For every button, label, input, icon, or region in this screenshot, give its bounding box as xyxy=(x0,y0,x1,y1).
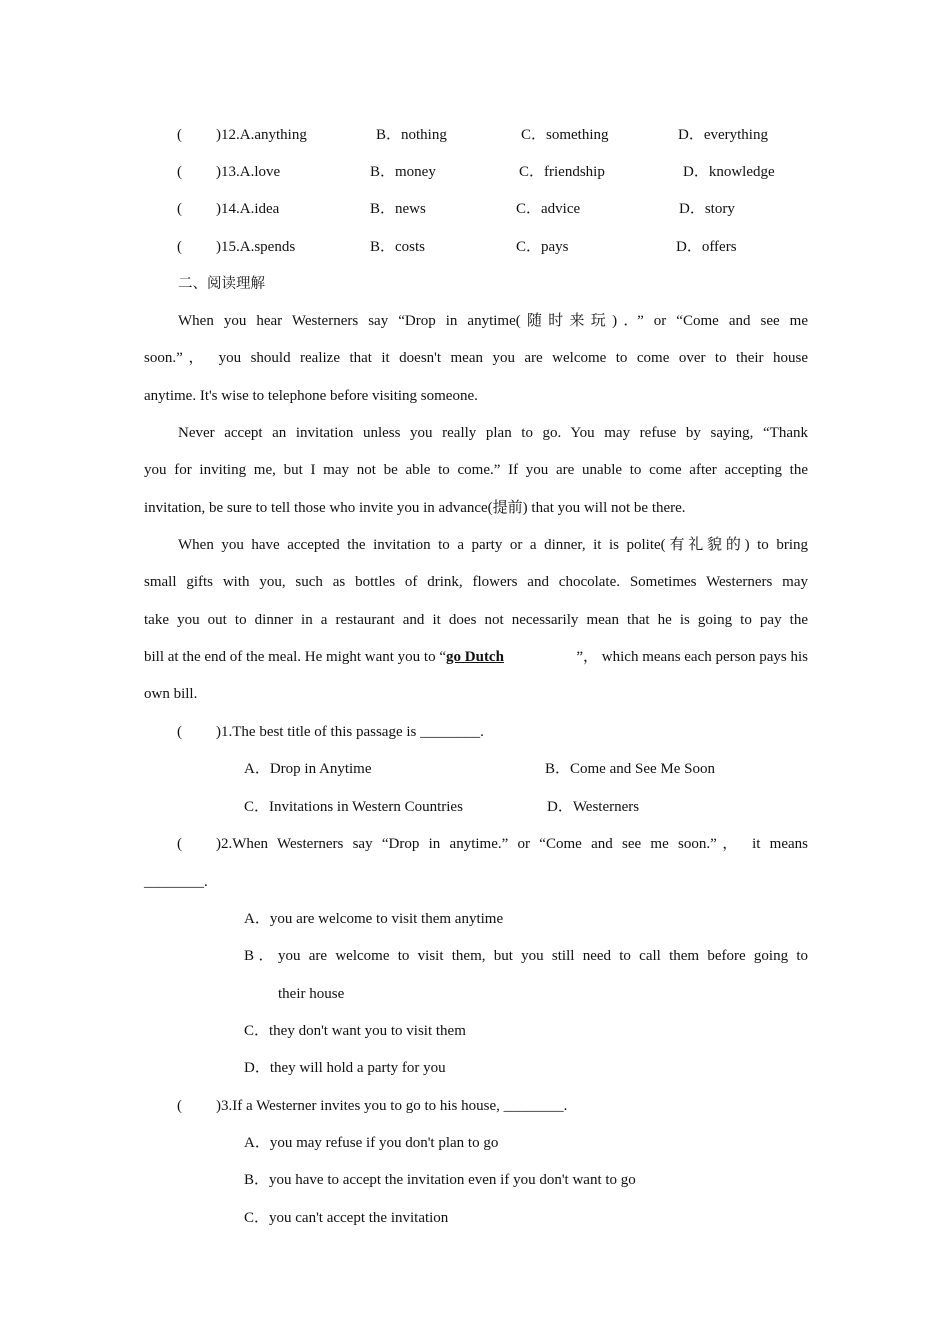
question-14: )14.A.idea xyxy=(216,201,280,217)
answer-paren: ( xyxy=(177,724,182,740)
answer-paren: ( xyxy=(177,201,182,217)
option-a: A．you are welcome to visit them anytime xyxy=(244,911,504,927)
go-dutch-keyword: go Dutch xyxy=(446,649,504,665)
option-d: D．everything xyxy=(678,127,768,143)
passage-line: small gifts with you, such as bottles of drink, flowers and chocolate. Sometimes Westerners may xyxy=(144,574,808,590)
option-d: D．Westerners xyxy=(547,799,640,815)
question-stem: )2.When Westerners say “Drop in anytime.” or “Come and see me soon.”， it means xyxy=(216,836,808,852)
passage-line: soon.”， you should realize that it doesn't mean you are welcome to come over to their house xyxy=(144,350,808,366)
answer-paren: ( xyxy=(177,127,182,143)
option-b: B．nothing xyxy=(376,127,447,143)
passage-line: you for inviting me, but I may not be able to come.” If you are unable to come after accepting the xyxy=(144,462,808,478)
question-stem: )1.The best title of this passage is ________. xyxy=(216,724,484,740)
option-d: D．knowledge xyxy=(683,164,775,180)
question-stem: )3.If a Westerner invites you to go to his house, ________. xyxy=(216,1098,568,1114)
passage-line: When you hear Westerners say “Drop in anytime(随时来玩)．” or “Come and see me xyxy=(178,313,808,329)
option-a: A．you may refuse if you don't plan to go xyxy=(244,1135,499,1151)
answer-paren: ( xyxy=(177,164,182,180)
answer-paren: ( xyxy=(177,1098,182,1114)
question-15: )15.A.spends xyxy=(216,239,296,255)
question-12: )12.A.anything xyxy=(216,127,307,143)
passage-line xyxy=(144,647,808,667)
passage-text: ”， which means each person pays his xyxy=(576,649,808,665)
section-title: 二、阅读理解 xyxy=(178,276,265,292)
option-c: C．Invitations in Western Countries xyxy=(244,799,463,815)
option-c: C．something xyxy=(521,127,609,143)
option-c: C．friendship xyxy=(519,164,605,180)
option-b: B．money xyxy=(370,164,436,180)
answer-paren: ( xyxy=(177,239,182,255)
question-13: )13.A.love xyxy=(216,164,281,180)
option-b: B．you have to accept the invitation even if you don't want to go xyxy=(244,1172,636,1188)
option-b-cont: their house xyxy=(278,986,345,1002)
option-c: C．they don't want you to visit them xyxy=(244,1023,466,1039)
answer-paren: ( xyxy=(177,836,182,852)
option-b: B．you are welcome to visit them, but you still need to call them before going to xyxy=(244,948,808,964)
question-stem: ________. xyxy=(144,874,208,890)
option-b: B．news xyxy=(370,201,426,217)
passage-text: bill at the end of the meal. He might want you to “ xyxy=(144,649,447,665)
option-b: B．Come and See Me Soon xyxy=(545,761,715,777)
passage-line: take you out to dinner in a restaurant and it does not necessarily mean that he is going to pay the xyxy=(144,612,808,628)
passage-line: Never accept an invitation unless you really plan to go. You may refuse by saying, “Thank xyxy=(178,425,808,441)
option-d: D．they will hold a party for you xyxy=(244,1060,446,1076)
passage-line: anytime. It's wise to telephone before visiting someone. xyxy=(144,388,478,404)
option-c: C．you can't accept the invitation xyxy=(244,1210,449,1226)
option-d: D．offers xyxy=(676,239,737,255)
option-b: B．costs xyxy=(370,239,426,255)
passage-line: When you have accepted the invitation to a party or a dinner, it is polite(有礼貌的) to bring xyxy=(178,537,808,553)
passage-line: own bill. xyxy=(144,686,198,702)
option-d: D．story xyxy=(679,201,735,217)
passage-line: invitation, be sure to tell those who invite you in advance(提前) that you will not be there. xyxy=(144,500,686,516)
option-c: C．pays xyxy=(516,239,569,255)
option-a: A．Drop in Anytime xyxy=(244,761,372,777)
option-c: C．advice xyxy=(516,201,581,217)
